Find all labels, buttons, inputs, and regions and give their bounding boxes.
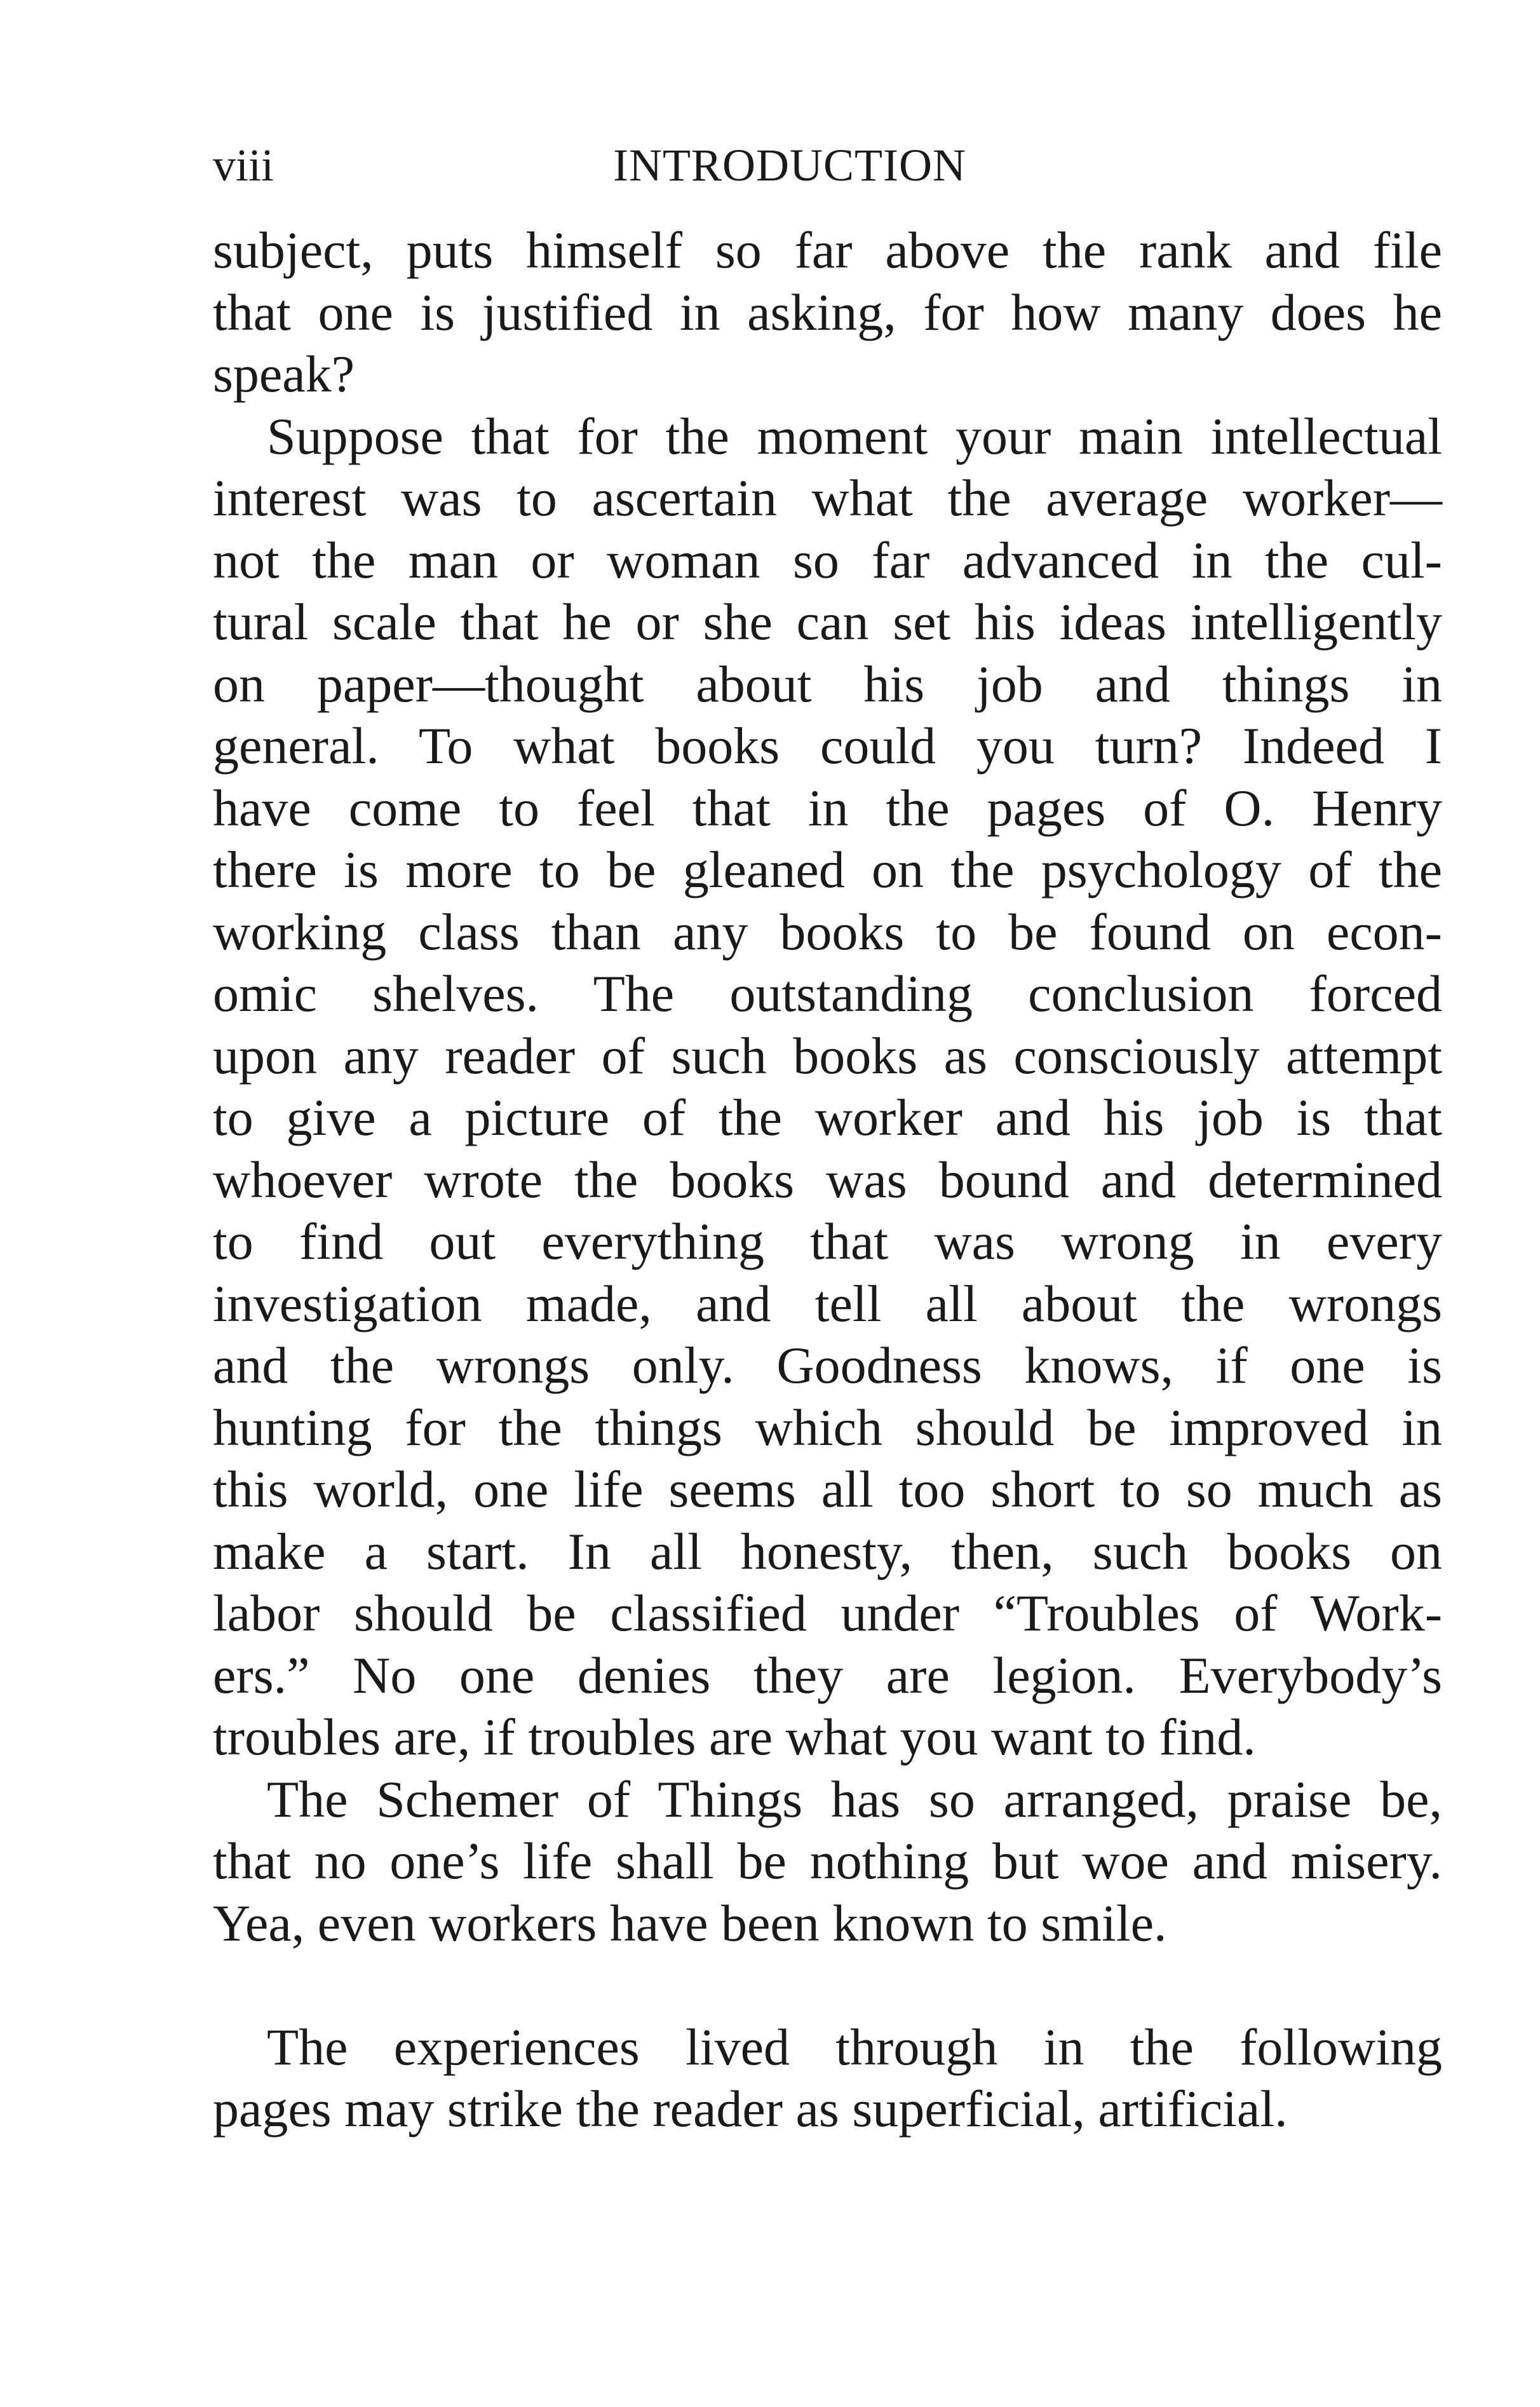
text-line: there is more to be gleaned on the psychology of the	[213, 841, 1442, 898]
text-line: Yea, even workers have been known to smile.	[213, 1894, 1167, 1952]
text-line: speak?	[213, 345, 355, 403]
text-line: The Schemer of Things has so arranged, praise be,	[267, 1770, 1442, 1828]
text-line: troubles are, if troubles are what you want to find.	[213, 1708, 1256, 1766]
text-line: Suppose that for the moment your main intellectual	[267, 407, 1442, 465]
text-line: not the man or woman so far advanced in the cul-	[213, 531, 1442, 589]
text-line: interest was to ascertain what the average worker—	[213, 469, 1442, 527]
text-line: tural scale that he or she can set his ideas intelligently	[213, 593, 1442, 651]
running-head	[213, 130, 1442, 200]
text-line: this world, one life seems all too short to so much as	[213, 1460, 1442, 1518]
text-line: ers.” No one denies they are legion. Everybody’s	[213, 1646, 1442, 1704]
text-line: to find out everything that was wrong in every	[213, 1212, 1442, 1270]
text-line: that one is justified in asking, for how many does he	[213, 283, 1442, 341]
paragraph	[213, 405, 1442, 1768]
text-line: to give a picture of the worker and his job is that	[213, 1088, 1442, 1146]
text-line: have come to feel that in the pages of O. Henry	[213, 778, 1442, 837]
text-line: omic shelves. The outstanding conclusion forced	[213, 965, 1442, 1022]
text-line: subject, puts himself so far above the rank and file	[213, 221, 1442, 279]
section-break	[213, 1954, 1442, 2016]
text-line: pages may strike the reader as superficial, artificial.	[213, 2080, 1288, 2138]
running-title: INTRODUCTION	[613, 140, 966, 191]
paragraph	[213, 1768, 1442, 1955]
text-line: working class than any books to be found on econ-	[213, 902, 1442, 961]
text-line: The experiences lived through in the following	[267, 2017, 1442, 2076]
text-line: upon any reader of such books as consciously attempt	[213, 1026, 1442, 1085]
page-number: viii	[213, 140, 274, 191]
paragraph	[213, 2016, 1442, 2140]
text-line: hunting for the things which should be improved in	[213, 1398, 1442, 1456]
paragraph	[213, 219, 1442, 405]
text-line: on paper—thought about his job and things in	[213, 654, 1442, 713]
text-line: investigation made, and tell all about the wrongs	[213, 1274, 1442, 1332]
body-text	[213, 219, 1442, 2140]
text-line: and the wrongs only. Goodness knows, if one is	[213, 1336, 1442, 1394]
text-line: whoever wrote the books was bound and determined	[213, 1150, 1442, 1209]
text-line: labor should be classified under “Troubles of Work-	[213, 1584, 1442, 1642]
text-line: general. To what books could you turn? Indeed I	[213, 717, 1442, 775]
text-line: make a start. In all honesty, then, such books on	[213, 1522, 1442, 1580]
text-line: that no one’s life shall be nothing but woe and misery.	[213, 1832, 1442, 1890]
